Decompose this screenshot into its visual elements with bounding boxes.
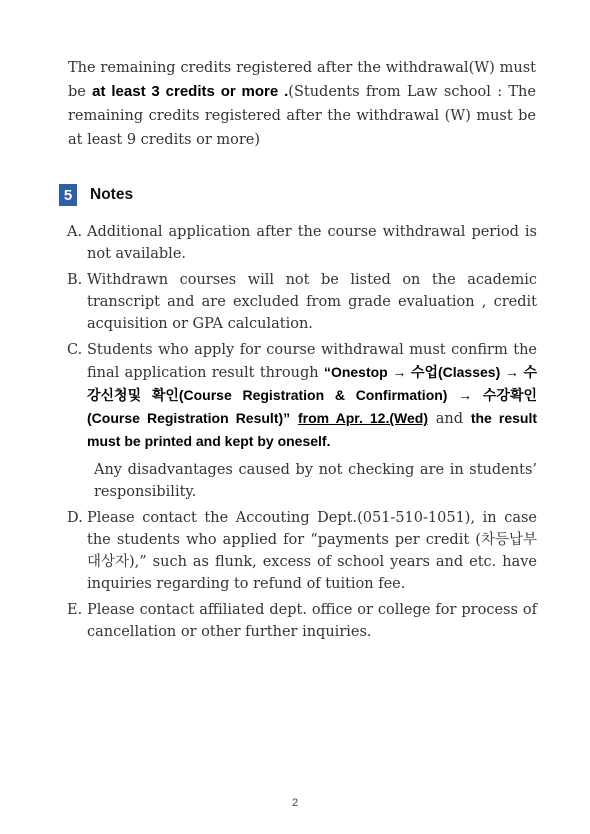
section-heading bbox=[59, 184, 133, 206]
note-item-b bbox=[67, 269, 537, 335]
note-c-text2: and bbox=[427, 411, 471, 427]
intro-text-part2: (Students from Law school : The remaining credits registered after the withdrawal (W) must be at least 9 credits or more) bbox=[68, 84, 536, 148]
note-marker-a: A. bbox=[67, 224, 83, 240]
note-text-b: Withdrawn courses will not be listed on the academic transcript and are excluded from grade evaluation , credit acquisition or GPA calculation. bbox=[87, 272, 537, 332]
intro-text-part1: The remaining credits registered after the withdrawal(W) must be bbox=[68, 60, 536, 100]
note-body-c bbox=[87, 339, 537, 503]
note-marker-b: B. bbox=[67, 272, 83, 288]
note-text-a: Additional application after the course withdrawal period is not available. bbox=[87, 224, 537, 262]
intro-bold-requirement: at least 3 credits or more . bbox=[92, 83, 289, 100]
note-marker-c: C. bbox=[67, 342, 83, 358]
notes-list bbox=[67, 221, 537, 647]
note-item-c bbox=[67, 339, 537, 503]
note-c-print-instruction: the result must be printed and kept by oneself. bbox=[87, 410, 538, 449]
note-c-responsibility: Any disadvantages caused by not checking are in students’ responsibility. bbox=[94, 462, 537, 500]
note-text-d: Please contact the Accouting Dept.(051-510-1051), in case the students who applied for “payments per credit (차등납부대상자),” such as flunk, excess of school years and etc. have inquiries regarding to refund of tuition fee. bbox=[87, 510, 537, 592]
note-text-c bbox=[87, 339, 537, 453]
section-number-badge: 5 bbox=[59, 184, 77, 206]
note-text-e: Please contact affiliated dept. office or college for process of cancellation or other further inquiries. bbox=[87, 602, 537, 640]
intro-paragraph bbox=[68, 56, 536, 152]
note-item-e bbox=[67, 599, 537, 643]
note-c-menu-path: “Onestop → 수업(Classes) → 수강신청및 확인(Course Registration & Confirmation) → 수강확인(Course Registration Result)” bbox=[87, 364, 537, 426]
note-c-date: from Apr. 12.(Wed) bbox=[297, 410, 428, 426]
section-title: Notes bbox=[90, 186, 134, 203]
note-c-text1: Students who apply for course withdrawal must confirm the final application result through bbox=[87, 342, 537, 381]
note-item-a bbox=[67, 221, 537, 265]
page-number: 2 bbox=[291, 797, 299, 809]
note-marker-e: E. bbox=[67, 602, 83, 618]
note-marker-d: D. bbox=[67, 510, 83, 526]
note-item-d bbox=[67, 507, 537, 595]
